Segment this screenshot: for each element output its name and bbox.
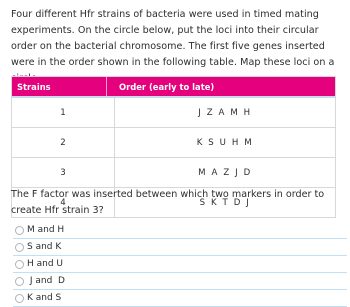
radio-button[interactable]: [15, 260, 24, 269]
header-order: Order (early to late): [106, 77, 214, 96]
radio-button[interactable]: [15, 294, 24, 303]
answer-options: [13, 222, 347, 307]
strain-number: 1: [12, 98, 115, 127]
option-label: M and H: [27, 225, 65, 235]
strain-number: 2: [12, 128, 115, 157]
header-strains: Strains: [17, 81, 51, 92]
answer-option-h-u[interactable]: [13, 256, 347, 273]
gene-order: J Z A M H: [198, 107, 252, 118]
gene-order: M A Z J D: [198, 167, 252, 178]
radio-button[interactable]: [15, 243, 24, 252]
radio-button[interactable]: [15, 277, 24, 286]
gene-order: S K T D J: [199, 197, 251, 208]
answer-option-j-d[interactable]: [13, 273, 347, 290]
gene-order: K S U H M: [196, 137, 254, 148]
question-intro: Four different Hfr strains of bacteria were used in timed mating experiments. On the circle below, put the loci into their circular order on the bacterial chromosome. The first five genes inserted were in the order shown in the following table. Map these loci on a: [11, 9, 335, 68]
table-row: [12, 158, 335, 188]
table-row: [12, 98, 335, 128]
radio-button[interactable]: [15, 226, 24, 235]
table-header: [12, 77, 335, 98]
question-text: The F factor was inserted between which two markers in order to create Hfr strain 3?: [11, 189, 325, 216]
option-label: S and K: [27, 242, 62, 252]
option-label: J and D: [27, 276, 65, 286]
option-label: K and S: [27, 293, 62, 303]
answer-option-s-k[interactable]: [13, 239, 347, 256]
table-row: [12, 128, 335, 158]
strain-number: 3: [12, 158, 115, 187]
answer-option-m-h[interactable]: [13, 222, 347, 239]
option-label: H and U: [27, 259, 64, 269]
answer-option-k-s[interactable]: [13, 290, 347, 307]
strain-number: 4: [12, 188, 115, 217]
